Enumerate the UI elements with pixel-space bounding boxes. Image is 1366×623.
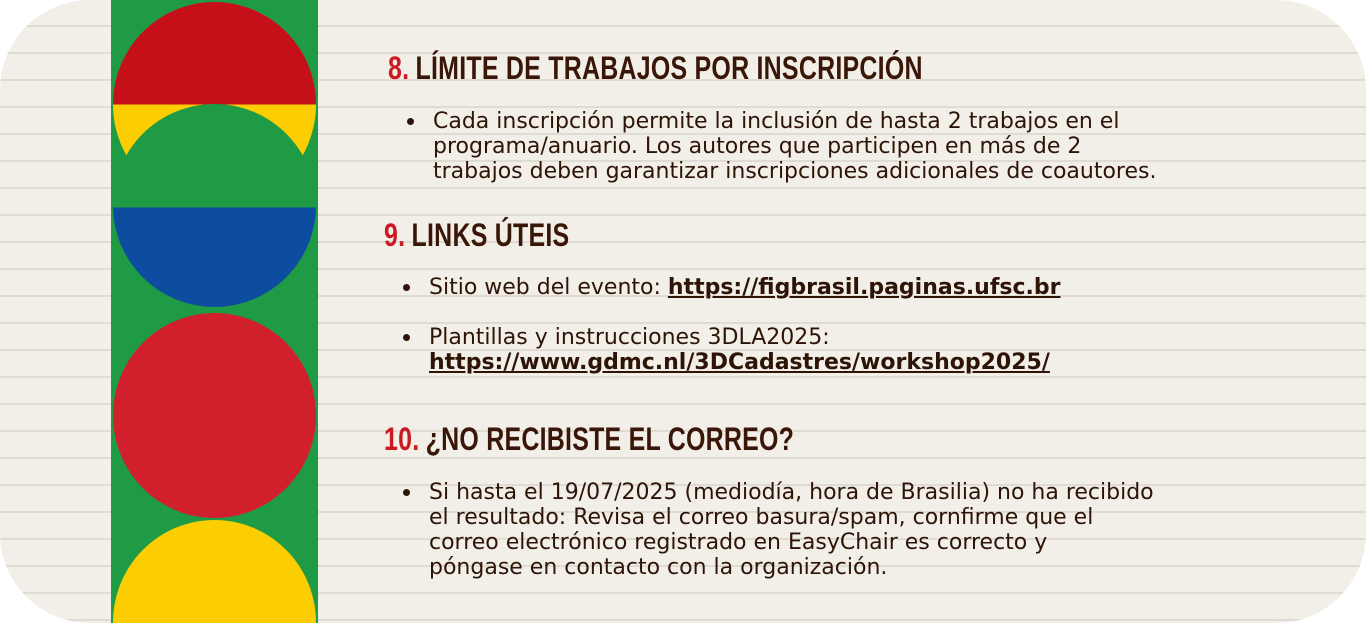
section-8-item (433, 109, 1353, 184)
text-line: el resultado: Revisa el correo basura/spam, cornfirme que el (429, 505, 1094, 530)
event-website-link[interactable]: https://figbrasil.paginas.ufsc.br (667, 275, 1061, 300)
text-line: correo electrónico registrado en EasyChair es correcto y (429, 530, 1048, 555)
section-number: 10. (384, 421, 420, 457)
bullet-icon (403, 284, 410, 291)
section-title: LÍMITE DE TRABAJOS POR INSCRIPCIÓN (415, 50, 923, 86)
section-title: LINKS ÚTEIS (411, 217, 570, 253)
item-text: Sitio web del evento: (429, 275, 668, 300)
text-line: Cada inscripción permite la inclusión de hasta 2 trabajos en el (433, 109, 1120, 134)
text-line: trabajos deben garantizar inscripciones adicionales de coautores. (433, 159, 1157, 184)
section-9-heading (384, 217, 569, 253)
section-8-heading (388, 50, 923, 86)
section-10-item (429, 480, 1349, 580)
section-9-item-templates (429, 325, 1349, 375)
templates-link[interactable]: https://www.gdmc.nl/3DCadastres/workshop2025/ (429, 350, 1050, 375)
section-9-item-website (429, 275, 1349, 300)
bullet-icon (407, 118, 414, 125)
item-text: Plantillas y instrucciones 3DLA2025: (429, 325, 830, 350)
section-10-heading (384, 421, 794, 457)
text-line: programa/anuario. Los autores que participen en más de 2 (433, 134, 1082, 159)
bullet-icon (403, 489, 410, 496)
bullet-icon (403, 334, 410, 341)
section-number: 9. (384, 217, 406, 253)
section-title: ¿NO RECIBISTE EL CORREO? (425, 421, 795, 457)
text-line: Si hasta el 19/07/2025 (mediodía, hora de Brasilia) no ha recibido (429, 480, 1154, 505)
section-number: 8. (388, 50, 410, 86)
text-line: póngase en contacto con la organización. (429, 555, 888, 580)
